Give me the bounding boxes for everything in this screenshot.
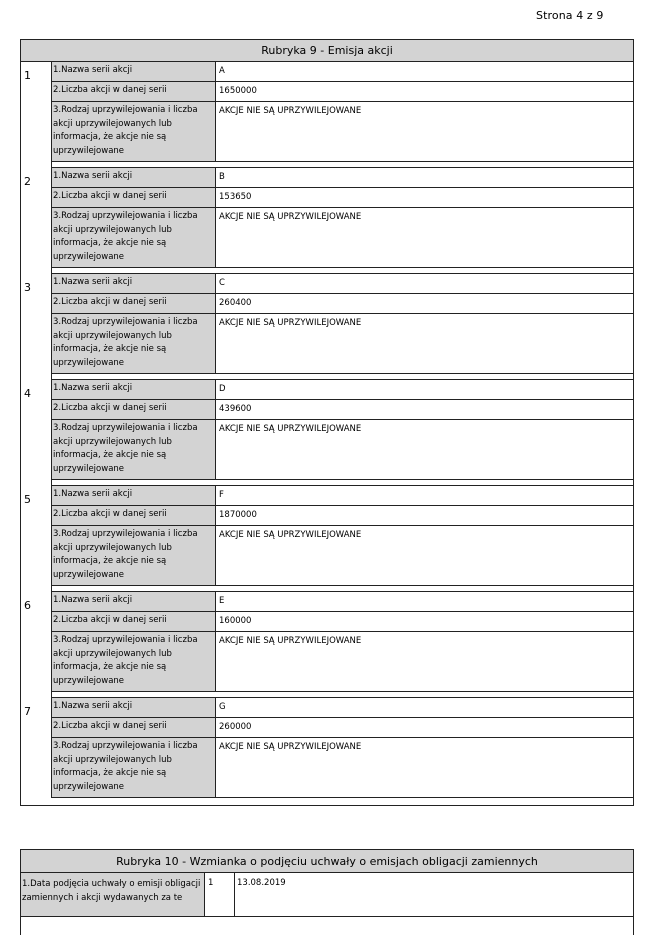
resolution-date-value: 13.08.2019 (237, 878, 286, 888)
entry-number: 6 (21, 592, 52, 698)
privilege-label: 3.Rodzaj uprzywilejowania i liczba akcji uprzywilejowanych lub informacja, że akcje nie są uprzywilejowane (52, 420, 216, 479)
table-row (52, 102, 633, 162)
rubric-10-title: Rubryka 10 - Wzmianka o podjęciu uchwały o emisjach obligacji zamiennych (21, 850, 633, 873)
entry-number: 7 (21, 698, 52, 798)
share-series-entry (21, 168, 633, 274)
share-count-value: 1650000 (219, 86, 257, 96)
table-row (52, 82, 633, 102)
share-count-label: 2.Liczba akcji w danej serii (52, 294, 216, 313)
privilege-value: AKCJE NIE SĄ UPRZYWILEJOWANE (219, 636, 362, 646)
privilege-value: AKCJE NIE SĄ UPRZYWILEJOWANE (219, 424, 362, 434)
series-name-value: F (219, 490, 224, 500)
entry-number: 5 (21, 486, 52, 592)
rubric-10-table (20, 849, 634, 935)
privilege-label: 3.Rodzaj uprzywilejowania i liczba akcji uprzywilejowanych lub informacja, że akcje nie są uprzywilejowane (52, 526, 216, 585)
series-name-label: 1.Nazwa serii akcji (52, 592, 216, 611)
share-count-label: 2.Liczba akcji w danej serii (52, 400, 216, 419)
privilege-value: AKCJE NIE SĄ UPRZYWILEJOWANE (219, 212, 362, 222)
share-series-list (21, 62, 633, 798)
series-name-label: 1.Nazwa serii akcji (52, 698, 216, 717)
table-row (52, 486, 633, 506)
share-count-value: 153650 (219, 192, 252, 202)
table-row (52, 420, 633, 480)
share-count-label: 2.Liczba akcji w danej serii (52, 718, 216, 737)
series-name-value: G (219, 702, 226, 712)
share-count-label: 2.Liczba akcji w danej serii (52, 82, 216, 101)
table-row (52, 738, 633, 798)
series-name-label: 1.Nazwa serii akcji (52, 274, 216, 293)
table-row (52, 380, 633, 400)
privilege-label: 3.Rodzaj uprzywilejowania i liczba akcji uprzywilejowanych lub informacja, że akcje nie są uprzywilejowane (52, 208, 216, 267)
series-name-value: B (219, 172, 225, 182)
table-row (52, 698, 633, 718)
resolution-entry-number: 1 (205, 873, 235, 916)
table-row (52, 718, 633, 738)
table-row (52, 294, 633, 314)
share-series-entry (21, 486, 633, 592)
privilege-label: 3.Rodzaj uprzywilejowania i liczba akcji uprzywilejowanych lub informacja, że akcje nie są uprzywilejowane (52, 632, 216, 691)
table-row (52, 62, 633, 82)
share-count-value: 260000 (219, 722, 252, 732)
table-row (52, 526, 633, 586)
privilege-value: AKCJE NIE SĄ UPRZYWILEJOWANE (219, 106, 362, 116)
privilege-label: 3.Rodzaj uprzywilejowania i liczba akcji uprzywilejowanych lub informacja, że akcje nie są uprzywilejowane (52, 738, 216, 797)
share-series-entry (21, 274, 633, 380)
entry-number: 2 (21, 168, 52, 274)
share-count-value: 260400 (219, 298, 252, 308)
privilege-label: 3.Rodzaj uprzywilejowania i liczba akcji uprzywilejowanych lub informacja, że akcje nie są uprzywilejowane (52, 102, 216, 161)
share-count-label: 2.Liczba akcji w danej serii (52, 188, 216, 207)
table-row (52, 168, 633, 188)
share-series-entry (21, 592, 633, 698)
series-name-label: 1.Nazwa serii akcji (52, 168, 216, 187)
table-row (52, 188, 633, 208)
series-name-value: C (219, 278, 225, 288)
table-row (52, 208, 633, 268)
series-name-value: E (219, 596, 225, 606)
share-series-entry (21, 380, 633, 486)
table-row (52, 632, 633, 692)
table-row (52, 506, 633, 526)
share-count-label: 2.Liczba akcji w danej serii (52, 506, 216, 525)
table-row (52, 314, 633, 374)
share-series-entry (21, 62, 633, 168)
series-name-label: 1.Nazwa serii akcji (52, 486, 216, 505)
privilege-value: AKCJE NIE SĄ UPRZYWILEJOWANE (219, 742, 362, 752)
share-count-value: 160000 (219, 616, 252, 626)
page-number: Strona 4 z 9 (536, 9, 604, 22)
series-name-label: 1.Nazwa serii akcji (52, 380, 216, 399)
table-row (52, 592, 633, 612)
rubric-9-table (20, 39, 634, 806)
rubric-9-title: Rubryka 9 - Emisja akcji (21, 40, 633, 62)
series-name-label: 1.Nazwa serii akcji (52, 62, 216, 81)
privilege-value: AKCJE NIE SĄ UPRZYWILEJOWANE (219, 318, 362, 328)
entry-number: 1 (21, 62, 52, 168)
series-name-value: A (219, 66, 225, 76)
table-row (52, 612, 633, 632)
entry-number: 4 (21, 380, 52, 486)
share-series-entry (21, 698, 633, 798)
resolution-date-label: 1.Data podjęcia uchwały o emisji obligacji zamiennych i akcji wydawanych za te (21, 873, 205, 916)
share-count-value: 1870000 (219, 510, 257, 520)
entry-number: 3 (21, 274, 52, 380)
table-row (52, 274, 633, 294)
privilege-value: AKCJE NIE SĄ UPRZYWILEJOWANE (219, 530, 362, 540)
table-row (52, 400, 633, 420)
rubric-10-row (21, 873, 633, 917)
series-name-value: D (219, 384, 226, 394)
share-count-value: 439600 (219, 404, 252, 414)
share-count-label: 2.Liczba akcji w danej serii (52, 612, 216, 631)
privilege-label: 3.Rodzaj uprzywilejowania i liczba akcji uprzywilejowanych lub informacja, że akcje nie są uprzywilejowane (52, 314, 216, 373)
